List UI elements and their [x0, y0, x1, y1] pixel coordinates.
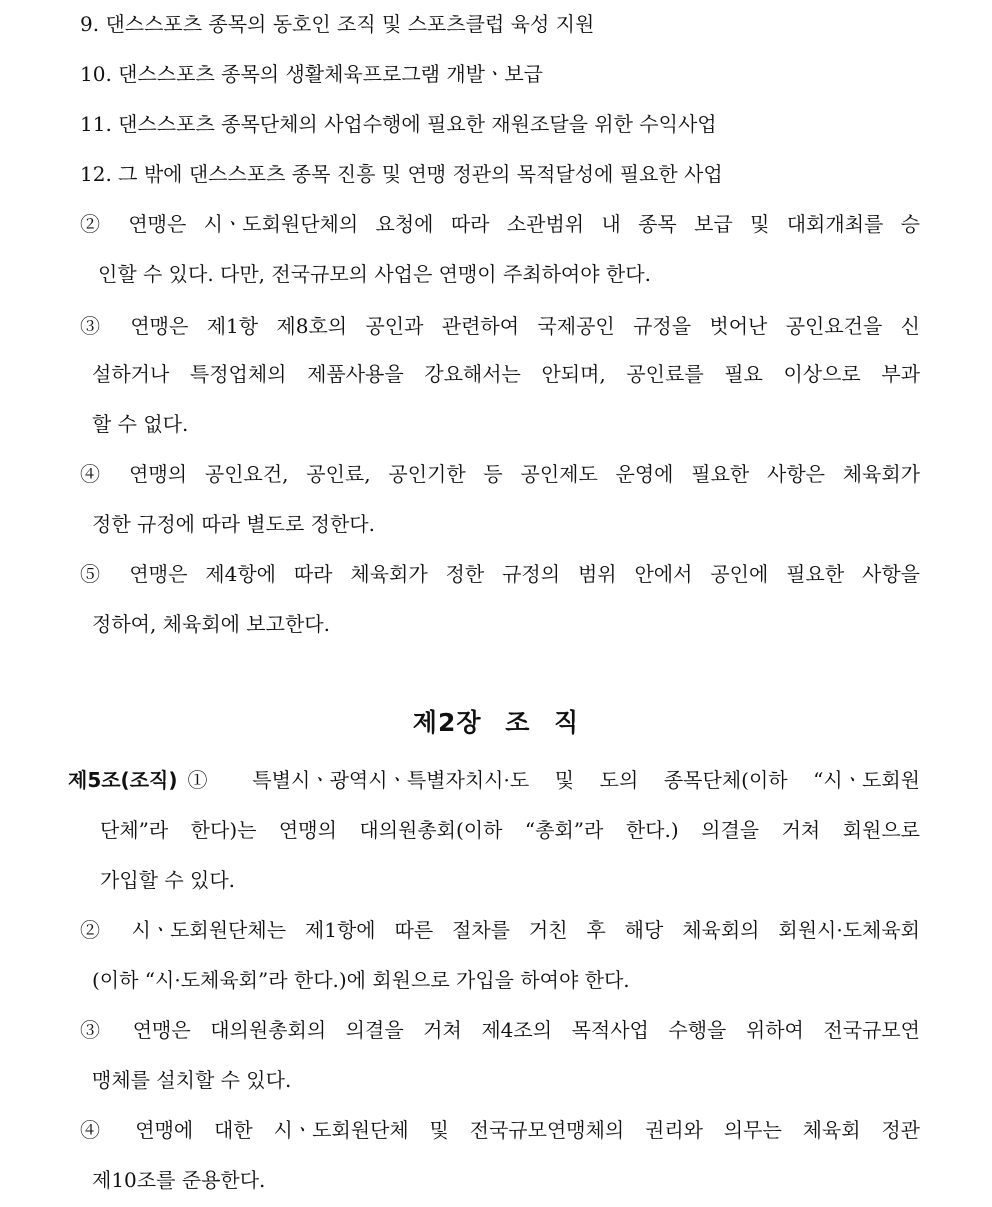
- article-5-label: 제5조(조직): [68, 768, 178, 792]
- article-5-clause-4-line-2: 제10조를 준용한다.: [92, 1168, 266, 1192]
- article-5-clause-3-line-1: ③ 연맹은 대의원총회의 의결을 거쳐 제4조의 목적사업 수행을 위하여 전국규모연: [80, 1018, 920, 1042]
- paragraph-5-line-2: 정하여, 체육회에 보고한다.: [92, 612, 330, 636]
- item-12: 12. 그 밖에 댄스스포츠 종목 진흥 및 연맹 정관의 목적달성에 필요한 사업: [80, 162, 723, 186]
- article-5-clause-2-line-1: ② 시ㆍ도회원단체는 제1항에 따른 절차를 거친 후 해당 체육회의 회원시·도체육회: [80, 918, 920, 942]
- article-5-clause-3-line-2: 맹체를 설치할 수 있다.: [92, 1068, 292, 1092]
- item-11: 11. 댄스스포츠 종목단체의 사업수행에 필요한 재원조달을 위한 수익사업: [80, 112, 717, 136]
- item-9: 9. 댄스스포츠 종목의 동호인 조직 및 스포츠클럽 육성 지원: [80, 12, 595, 36]
- paragraph-3-line-2: 설하거나 특정업체의 제품사용을 강요해서는 안되며, 공인료를 필요 이상으로 부과: [92, 362, 920, 386]
- article-5-clause-1-line-1: ① 특별시ㆍ광역시ㆍ특별자치시·도 및 도의 종목단체(이하 “시ㆍ도회원: [187, 768, 920, 792]
- article-5-clause-2-line-2: (이하 “시·도체육회”라 한다.)에 회원으로 가입을 하여야 한다.: [92, 968, 630, 992]
- article-5-clause-1-line-3: 가입할 수 있다.: [100, 868, 235, 892]
- paragraph-3-line-1: ③ 연맹은 제1항 제8호의 공인과 관련하여 국제공인 규정을 벗어난 공인요건을 신: [80, 314, 920, 338]
- article-5-first-line: [68, 766, 920, 794]
- paragraph-3-line-3: 할 수 없다.: [92, 412, 189, 436]
- paragraph-2-line-1: ② 연맹은 시ㆍ도회원단체의 요청에 따라 소관범위 내 종목 보급 및 대회개최를 승: [80, 212, 920, 236]
- chapter-title: 제2장 조 직: [412, 708, 580, 737]
- article-5-clause-4-line-1: ④ 연맹에 대한 시ㆍ도회원단체 및 전국규모연맹체의 권리와 의무는 체육회 정관: [80, 1118, 920, 1142]
- item-10: 10. 댄스스포츠 종목의 생활체육프로그램 개발ㆍ보급: [80, 62, 543, 86]
- paragraph-4-line-2: 정한 규정에 따라 별도로 정한다.: [92, 512, 375, 536]
- paragraph-4-line-1: ④ 연맹의 공인요건, 공인료, 공인기한 등 공인제도 운영에 필요한 사항은 체육회가: [80, 462, 920, 486]
- paragraph-2-line-2: 인할 수 있다. 다만, 전국규모의 사업은 연맹이 주최하여야 한다.: [98, 262, 651, 286]
- paragraph-5-line-1: ⑤ 연맹은 제4항에 따라 체육회가 정한 규정의 범위 안에서 공인에 필요한 사항을: [80, 562, 920, 586]
- article-5-clause-1-line-2: 단체”라 한다)는 연맹의 대의원총회(이하 “총회”라 한다.) 의결을 거쳐 회원으로: [100, 818, 920, 842]
